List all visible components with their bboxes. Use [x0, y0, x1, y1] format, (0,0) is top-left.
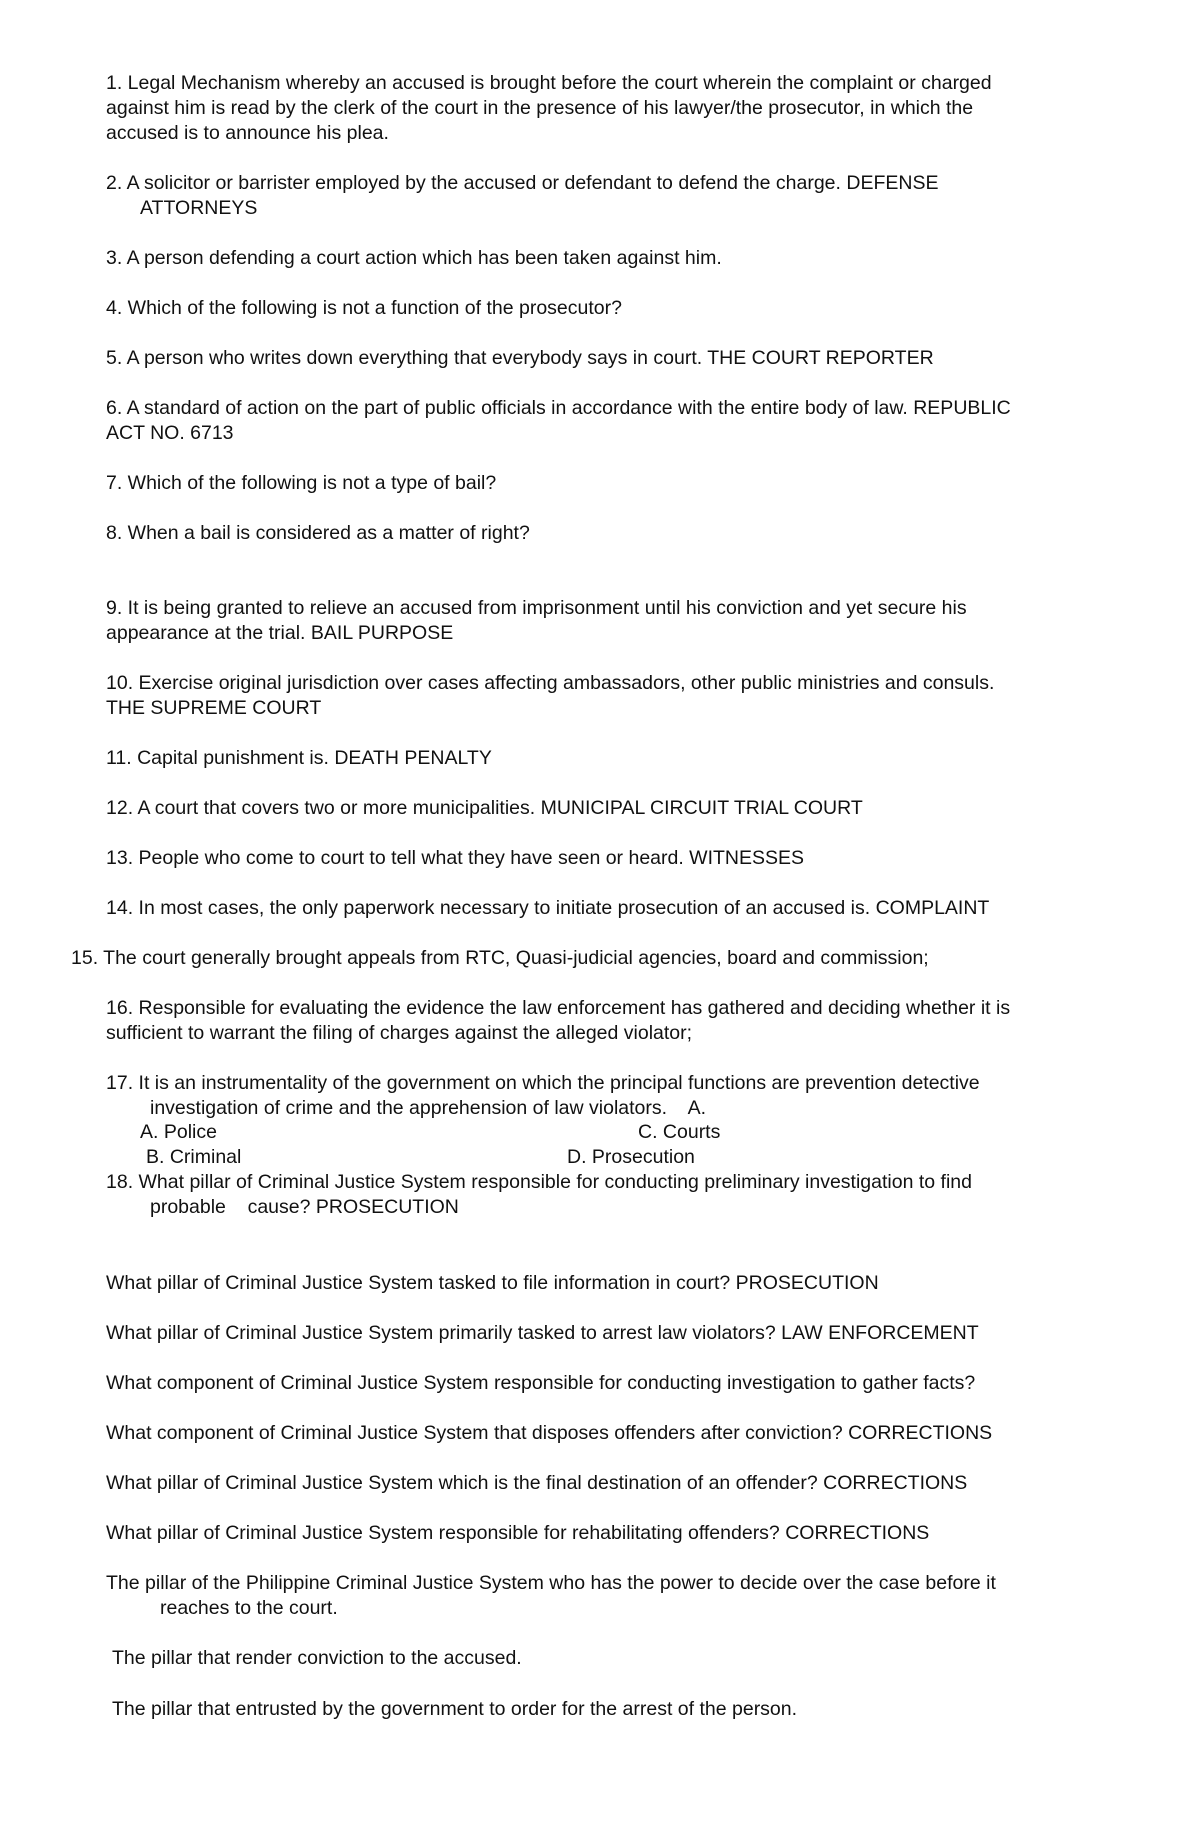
- text-line: 17. It is an instrumentality of the government on which the principal functions are prevention detective: [106, 1072, 980, 1094]
- text-line: What pillar of Criminal Justice System which is the final destination of an offender? CORRECTIONS: [106, 1472, 968, 1494]
- text-line: 14. In most cases, the only paperwork necessary to initiate prosecution of an accused is. COMPLAINT: [106, 897, 990, 919]
- text-line: The pillar of the Philippine Criminal Justice System who has the power to decide over the case before it: [106, 1572, 996, 1594]
- text-line: ATTORNEYS: [140, 197, 258, 219]
- choice-c: C. Courts: [638, 1121, 721, 1143]
- text-line: 12. A court that covers two or more municipalities. MUNICIPAL CIRCUIT TRIAL COURT: [106, 797, 863, 819]
- choice-d: D. Prosecution: [567, 1146, 695, 1168]
- text-line: What pillar of Criminal Justice System tasked to file information in court? PROSECUTION: [106, 1272, 879, 1294]
- text-line: 6. A standard of action on the part of public officials in accordance with the entire body of law. REPUBLIC: [106, 397, 1011, 419]
- text-line: 5. A person who writes down everything that everybody says in court. THE COURT REPORTER: [106, 347, 934, 369]
- text-line: appearance at the trial. BAIL PURPOSE: [106, 622, 454, 644]
- text-line: 16. Responsible for evaluating the evidence the law enforcement has gathered and deciding whether it is: [106, 997, 1011, 1019]
- text-line: reaches to the court.: [160, 1597, 338, 1619]
- text-line: The pillar that render conviction to the accused.: [112, 1647, 522, 1669]
- text-line: 11. Capital punishment is. DEATH PENALTY: [106, 747, 492, 769]
- text-line: 4. Which of the following is not a function of the prosecutor?: [106, 297, 622, 319]
- text-line: THE SUPREME COURT: [106, 697, 322, 719]
- text-line: What component of Criminal Justice System responsible for conducting investigation to gather facts?: [106, 1372, 976, 1394]
- choice-b: B. Criminal: [146, 1146, 242, 1168]
- text-line: What pillar of Criminal Justice System primarily tasked to arrest law violators? LAW ENFORCEMENT: [106, 1322, 979, 1344]
- text-line: against him is read by the clerk of the court in the presence of his lawyer/the prosecutor, in which the: [106, 97, 974, 119]
- text-line: The pillar that entrusted by the government to order for the arrest of the person.: [112, 1698, 798, 1720]
- text-line: 2. A solicitor or barrister employed by the accused or defendant to defend the charge. DEFENSE: [106, 172, 939, 194]
- text-line: investigation of crime and the apprehension of law violators. A.: [150, 1097, 707, 1119]
- text-line: 7. Which of the following is not a type of bail?: [106, 472, 497, 494]
- text-line: probable cause? PROSECUTION: [150, 1196, 459, 1218]
- text-line: What pillar of Criminal Justice System responsible for rehabilitating offenders? CORRECTIONS: [106, 1522, 930, 1544]
- text-line: 3. A person defending a court action which has been taken against him.: [106, 247, 722, 269]
- text-line: 9. It is being granted to relieve an accused from imprisonment until his conviction and yet secure his: [106, 597, 967, 619]
- choice-a: A. Police: [140, 1121, 217, 1143]
- text-line: What component of Criminal Justice System that disposes offenders after conviction? CORRECTIONS: [106, 1422, 993, 1444]
- text-line: 1. Legal Mechanism whereby an accused is brought before the court wherein the complaint or charged: [106, 72, 992, 94]
- text-line: sufficient to warrant the filing of charges against the alleged violator;: [106, 1022, 693, 1044]
- text-line: ACT NO. 6713: [106, 422, 234, 444]
- text-line: accused is to announce his plea.: [106, 122, 389, 144]
- text-line: 18. What pillar of Criminal Justice System responsible for conducting preliminary investigation to find: [106, 1171, 972, 1193]
- text-line: 13. People who come to court to tell what they have seen or heard. WITNESSES: [106, 847, 805, 869]
- text-line: 15. The court generally brought appeals from RTC, Quasi-judicial agencies, board and commission;: [71, 947, 929, 969]
- text-line: 8. When a bail is considered as a matter of right?: [106, 522, 530, 544]
- text-line: 10. Exercise original jurisdiction over cases affecting ambassadors, other public ministries and consuls.: [106, 672, 995, 694]
